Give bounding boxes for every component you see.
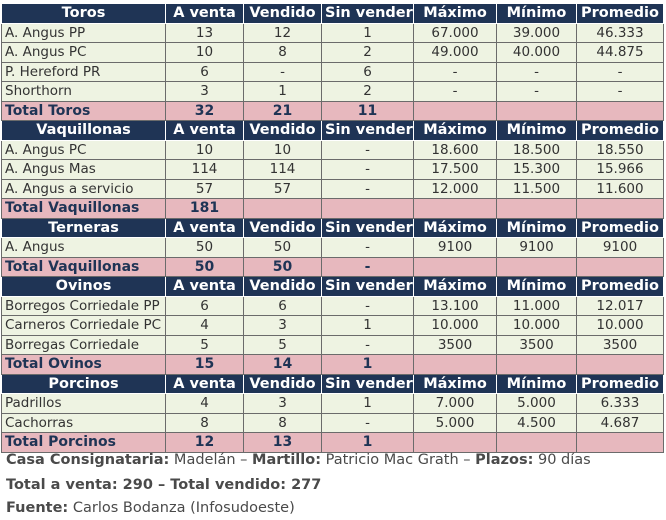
total-label: Total Toros xyxy=(2,101,166,121)
total-cell xyxy=(414,433,497,453)
row-label: A. Angus PC xyxy=(2,140,166,160)
table-cell: 6 xyxy=(166,62,244,82)
table-cell: - xyxy=(322,335,414,355)
row-label: P. Hereford PR xyxy=(2,62,166,82)
total-row xyxy=(2,101,664,121)
total-row xyxy=(2,257,664,277)
table-cell: 114 xyxy=(244,160,322,180)
column-header: A venta xyxy=(166,277,244,297)
table-cell: 18.550 xyxy=(577,140,664,160)
table-row xyxy=(2,296,664,316)
table-cell: 50 xyxy=(166,238,244,258)
martillo-label: Martillo: xyxy=(252,452,321,468)
table-cell: - xyxy=(322,238,414,258)
row-label: A. Angus PC xyxy=(2,43,166,63)
table-cell: 1 xyxy=(322,23,414,43)
total-cell xyxy=(577,199,664,219)
total-cell xyxy=(497,101,577,121)
column-header: Promedio xyxy=(577,121,664,141)
total-row xyxy=(2,433,664,453)
table-cell: 7.000 xyxy=(414,394,497,414)
table-cell: 3 xyxy=(244,394,322,414)
column-header: Sin vender xyxy=(322,374,414,394)
total-cell xyxy=(414,355,497,375)
table-cell: 10 xyxy=(166,43,244,63)
livestock-sales-table xyxy=(1,3,664,453)
table-cell: - xyxy=(497,82,577,102)
column-header: Mínimo xyxy=(497,218,577,238)
section-title: Porcinos xyxy=(2,374,166,394)
table-row xyxy=(2,179,664,199)
table-cell: 46.333 xyxy=(577,23,664,43)
casa-label: Casa Consignataria: xyxy=(6,452,170,468)
total-cell: 12 xyxy=(166,433,244,453)
table-cell: - xyxy=(322,296,414,316)
column-header: Mínimo xyxy=(497,277,577,297)
row-label: Borregos Corriedale PP xyxy=(2,296,166,316)
table-cell: 13 xyxy=(166,23,244,43)
total-label: Total Ovinos xyxy=(2,355,166,375)
total-cell xyxy=(497,199,577,219)
table-cell: 15.966 xyxy=(577,160,664,180)
table-row xyxy=(2,335,664,355)
total-cell xyxy=(414,101,497,121)
table-row xyxy=(2,394,664,414)
table-row xyxy=(2,62,664,82)
table-cell: 57 xyxy=(166,179,244,199)
column-header: Máximo xyxy=(414,121,497,141)
section-title: Toros xyxy=(2,4,166,24)
column-header: A venta xyxy=(166,218,244,238)
section-header-row xyxy=(2,218,664,238)
section-header-row xyxy=(2,374,664,394)
table-cell: 18.600 xyxy=(414,140,497,160)
table-row xyxy=(2,238,664,258)
total-row xyxy=(2,199,664,219)
table-cell: 40.000 xyxy=(497,43,577,63)
table-cell: 17.500 xyxy=(414,160,497,180)
table-body xyxy=(2,4,664,453)
table-row xyxy=(2,140,664,160)
table-cell: 9100 xyxy=(497,238,577,258)
column-header: Mínimo xyxy=(497,121,577,141)
total-cell: 15 xyxy=(166,355,244,375)
column-header: Máximo xyxy=(414,218,497,238)
section-title: Terneras xyxy=(2,218,166,238)
column-header: Máximo xyxy=(414,4,497,24)
table-cell: 5.000 xyxy=(497,394,577,414)
table-cell: 57 xyxy=(244,179,322,199)
column-header: Promedio xyxy=(577,374,664,394)
total-cell: 14 xyxy=(244,355,322,375)
total-cell xyxy=(414,199,497,219)
fuente-value: Carlos Bodanza (Infosudoeste) xyxy=(68,500,295,516)
table-cell: 6 xyxy=(166,296,244,316)
table-cell: 5.000 xyxy=(414,413,497,433)
column-header: Promedio xyxy=(577,218,664,238)
table-cell: 4.687 xyxy=(577,413,664,433)
table-cell: - xyxy=(322,140,414,160)
table-cell: 8 xyxy=(166,413,244,433)
table-row xyxy=(2,160,664,180)
table-cell: - xyxy=(577,62,664,82)
table-cell: 10 xyxy=(244,140,322,160)
column-header: Máximo xyxy=(414,277,497,297)
table-cell: 9100 xyxy=(577,238,664,258)
row-label: Carneros Corriedale PC xyxy=(2,316,166,336)
table-cell: 10 xyxy=(166,140,244,160)
section-title: Vaquillonas xyxy=(2,121,166,141)
row-label: Padrillos xyxy=(2,394,166,414)
row-label: Shorthorn xyxy=(2,82,166,102)
total-cell xyxy=(497,355,577,375)
table-cell: 3 xyxy=(244,316,322,336)
column-header: Mínimo xyxy=(497,374,577,394)
column-header: Sin vender xyxy=(322,121,414,141)
table-cell: - xyxy=(322,413,414,433)
total-cell: 11 xyxy=(322,101,414,121)
table-cell: - xyxy=(322,160,414,180)
footer-consignataria xyxy=(6,452,591,468)
table-cell: 8 xyxy=(244,43,322,63)
table-cell: - xyxy=(322,179,414,199)
plazos-label: Plazos: xyxy=(475,452,534,468)
total-cell: 21 xyxy=(244,101,322,121)
table-cell: - xyxy=(414,82,497,102)
total-cell: 13 xyxy=(244,433,322,453)
column-header: Vendido xyxy=(244,218,322,238)
table-cell: 10.000 xyxy=(577,316,664,336)
row-label: A. Angus Mas xyxy=(2,160,166,180)
table-cell: - xyxy=(244,62,322,82)
table-cell: 6.333 xyxy=(577,394,664,414)
table-cell: 12 xyxy=(244,23,322,43)
table-row xyxy=(2,23,664,43)
total-cell xyxy=(322,199,414,219)
row-label: A. Angus a servicio xyxy=(2,179,166,199)
section-title: Ovinos xyxy=(2,277,166,297)
total-cell: 181 xyxy=(166,199,244,219)
footer-totals: Total a venta: 290 – Total vendido: 277 xyxy=(6,477,322,493)
table-cell: 8 xyxy=(244,413,322,433)
table-cell: 5 xyxy=(244,335,322,355)
table-cell: 39.000 xyxy=(497,23,577,43)
total-cell xyxy=(414,257,497,277)
table-cell: 4 xyxy=(166,394,244,414)
table-cell: 1 xyxy=(322,394,414,414)
row-label: A. Angus xyxy=(2,238,166,258)
fuente-label: Fuente: xyxy=(6,500,69,516)
table-cell: 18.500 xyxy=(497,140,577,160)
table-row xyxy=(2,82,664,102)
table-cell: 11.600 xyxy=(577,179,664,199)
table-cell: 67.000 xyxy=(414,23,497,43)
table-cell: - xyxy=(497,62,577,82)
column-header: Promedio xyxy=(577,4,664,24)
table-cell: 2 xyxy=(322,43,414,63)
column-header: Máximo xyxy=(414,374,497,394)
table-cell: 15.300 xyxy=(497,160,577,180)
table-cell: 10.000 xyxy=(497,316,577,336)
casa-value: Madelán – xyxy=(169,452,253,468)
row-label: Cachorras xyxy=(2,413,166,433)
total-cell xyxy=(244,199,322,219)
column-header: Sin vender xyxy=(322,277,414,297)
table-row xyxy=(2,316,664,336)
table-cell: 5 xyxy=(166,335,244,355)
table-cell: 12.000 xyxy=(414,179,497,199)
total-cell: - xyxy=(322,257,414,277)
row-label: Borregas Corriedale xyxy=(2,335,166,355)
total-label: Total Vaquillonas xyxy=(2,257,166,277)
table-cell: - xyxy=(414,62,497,82)
column-header: Vendido xyxy=(244,277,322,297)
column-header: A venta xyxy=(166,374,244,394)
column-header: Sin vender xyxy=(322,218,414,238)
table-cell: 13.100 xyxy=(414,296,497,316)
total-cell xyxy=(577,257,664,277)
table-cell: 6 xyxy=(244,296,322,316)
section-header-row xyxy=(2,277,664,297)
column-header: Promedio xyxy=(577,277,664,297)
total-label: Total Vaquillonas xyxy=(2,199,166,219)
table-cell: 44.875 xyxy=(577,43,664,63)
table-cell: 3500 xyxy=(497,335,577,355)
table-cell: 4.500 xyxy=(497,413,577,433)
table-row xyxy=(2,43,664,63)
total-cell: 1 xyxy=(322,355,414,375)
column-header: Mínimo xyxy=(497,4,577,24)
total-cell xyxy=(577,433,664,453)
column-header: A venta xyxy=(166,4,244,24)
total-cell xyxy=(577,355,664,375)
column-header: Sin vender xyxy=(322,4,414,24)
total-cell: 50 xyxy=(244,257,322,277)
table-cell: 3500 xyxy=(414,335,497,355)
plazos-value: 90 días xyxy=(533,452,591,468)
section-header-row xyxy=(2,121,664,141)
column-header: A venta xyxy=(166,121,244,141)
table-cell: 3 xyxy=(166,82,244,102)
table-cell: 12.017 xyxy=(577,296,664,316)
table-cell: 1 xyxy=(244,82,322,102)
total-cell: 50 xyxy=(166,257,244,277)
total-cell xyxy=(497,433,577,453)
column-header: Vendido xyxy=(244,4,322,24)
martillo-value: Patricio Mac Grath – xyxy=(321,452,476,468)
table-cell: 9100 xyxy=(414,238,497,258)
column-header: Vendido xyxy=(244,374,322,394)
table-cell: 4 xyxy=(166,316,244,336)
total-cell: 1 xyxy=(322,433,414,453)
row-label: A. Angus PP xyxy=(2,23,166,43)
table-cell: 3500 xyxy=(577,335,664,355)
table-cell: 1 xyxy=(322,316,414,336)
section-header-row xyxy=(2,4,664,24)
table-row xyxy=(2,413,664,433)
total-cell: 32 xyxy=(166,101,244,121)
table-cell: 11.500 xyxy=(497,179,577,199)
footer-source xyxy=(6,500,295,516)
column-header: Vendido xyxy=(244,121,322,141)
table-cell: - xyxy=(577,82,664,102)
table-cell: 114 xyxy=(166,160,244,180)
total-cell xyxy=(577,101,664,121)
table-cell: 10.000 xyxy=(414,316,497,336)
table-cell: 49.000 xyxy=(414,43,497,63)
total-row xyxy=(2,355,664,375)
table-cell: 50 xyxy=(244,238,322,258)
total-cell xyxy=(497,257,577,277)
table-cell: 6 xyxy=(322,62,414,82)
table-cell: 2 xyxy=(322,82,414,102)
table-cell: 11.000 xyxy=(497,296,577,316)
total-label: Total Porcinos xyxy=(2,433,166,453)
